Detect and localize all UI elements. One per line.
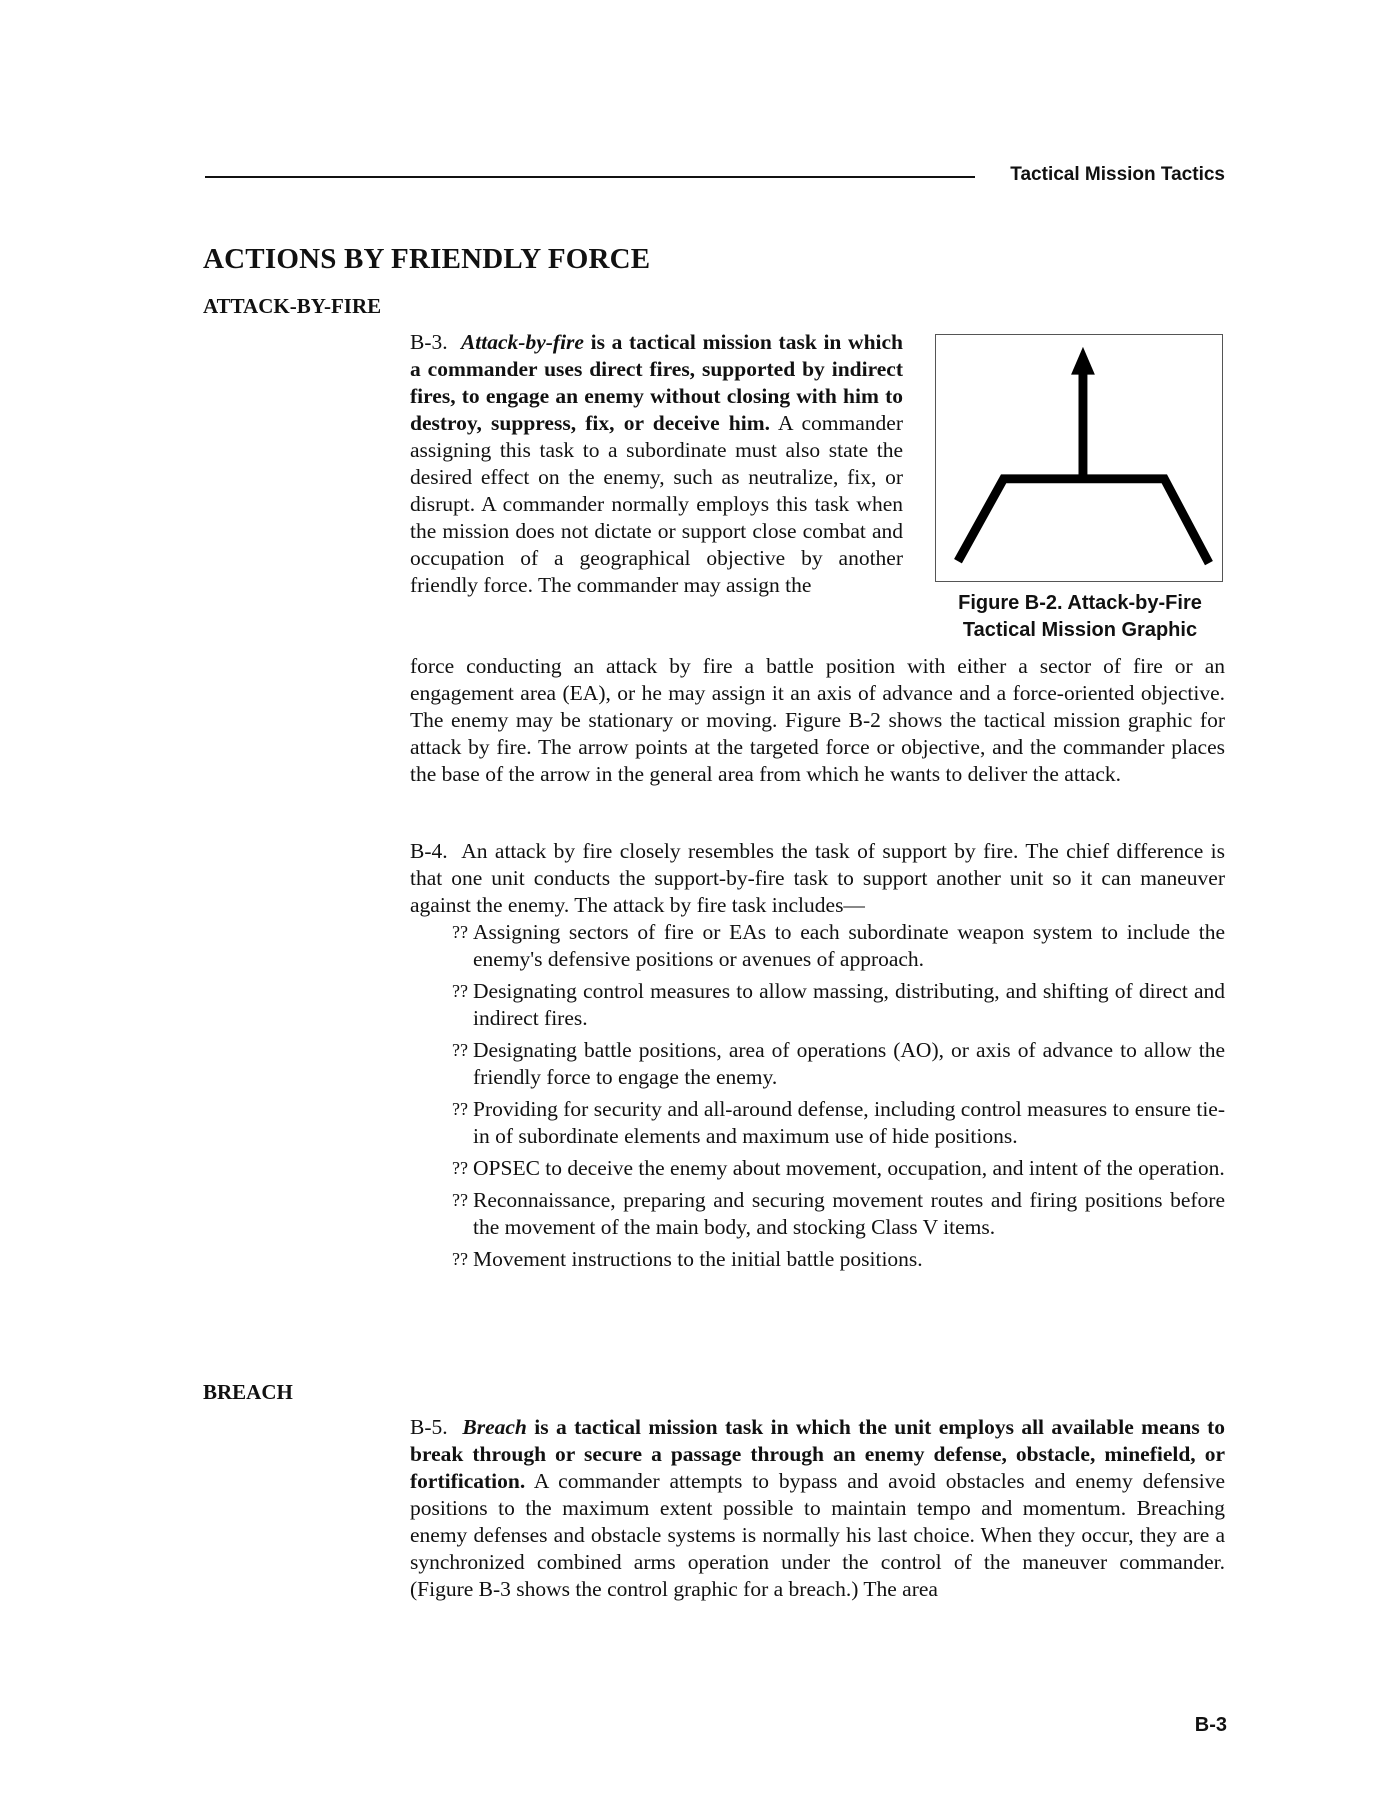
bullet-mark: ?? (452, 1099, 468, 1119)
subsection-title-breach: BREACH (203, 1380, 293, 1404)
list-item (410, 1187, 1225, 1241)
list-item (410, 919, 1225, 973)
paragraph-b3-bottom: force conducting an attack by fire a battle position with either a sector of fire or an engagement area (EA), or he may assign it an axis of advance and a force-oriented objective. The enemy may be stationary or moving. Figure B-2 shows the tactical mission graphic for attack by fire. The arrow points at the targeted force or objective, and the commander places the base of the arrow in the general area from which he wants to deliver the attack. (410, 654, 1225, 786)
body-text: A commander attempts to bypass and avoid obstacles and enemy defensive positions to the maximum extent possible to maintain tempo and momentum. Breaching enemy defenses and obstacle systems is normally his last choice. When they occur, they are a synchronized combined arms operation under the control of the maneuver commander. (Figure B-3 shows the control graphic for a breach.) The area (410, 1469, 1225, 1601)
header-rule (205, 176, 975, 178)
defined-term: Breach (462, 1415, 527, 1439)
list-item (410, 1096, 1225, 1150)
list-item-text: Reconnaissance, preparing and securing movement routes and firing positions before the movement of the main body, and stocking Class V items. (473, 1188, 1225, 1239)
definition-text: is a tactical mission task in which a commander uses direct fires, supported by indirect fires, to engage an enemy without closing with him to destroy, suppress, fix, or deceive him. (410, 330, 903, 435)
list-item (410, 1155, 1225, 1182)
definition-text: is a tactical mission task in which the unit employs all available means to break through or secure a passage through an enemy defense, obstacle, minefield, or fortification. (410, 1415, 1225, 1493)
list-item-text: Providing for security and all-around defense, including control measures to ensure tie-in of subordinate elements and maximum use of hide positions. (473, 1097, 1225, 1148)
figure-caption-line2: Tactical Mission Graphic (962, 619, 1198, 641)
paragraph-number: B-3. (410, 330, 448, 354)
list-item-text: Designating battle positions, area of operations (AO), or axis of advance to allow the friendly force to engage the enemy. (473, 1038, 1225, 1089)
subsection-title-attack-by-fire: ATTACK-BY-FIRE (203, 294, 382, 318)
list-item-text: Designating control measures to allow massing, distributing, and shifting of direct and indirect fires. (473, 979, 1225, 1030)
body-text: An attack by fire closely resembles the task of support by fire. The chief difference is that one unit conducts the support-by-fire task to support another unit so it can maneuver against the enemy. The attack by fire task includes— (410, 839, 1225, 917)
list-item (410, 1037, 1225, 1091)
body-text: A commander assigning this task to a subordinate must also state the desired effect on the enemy, such as neutralize, fix, or disrupt. A commander normally employs this task when the mission does not dictate or support close combat and occupation of a geographical objective by another friendly force. The commander may assign the (410, 411, 903, 597)
task-list (410, 919, 1225, 1278)
bullet-mark: ?? (452, 922, 468, 942)
running-title: Tactical Mission Tactics (1010, 164, 1225, 185)
list-item (410, 1246, 1225, 1273)
paragraph-b4 (410, 838, 1225, 919)
attack-by-fire-graphic-icon (936, 335, 1222, 581)
bullet-mark: ?? (452, 1190, 468, 1210)
list-item-text: Movement instructions to the initial battle positions. (473, 1247, 923, 1271)
bullet-mark: ?? (452, 1158, 468, 1178)
paragraph-number: B-4. (410, 839, 448, 863)
bullet-mark: ?? (452, 1249, 468, 1269)
bullet-mark: ?? (452, 981, 468, 1001)
bullet-mark: ?? (452, 1040, 468, 1060)
figure-caption-line1: Figure B-2. Attack-by-Fire (958, 592, 1202, 614)
defined-term: Attack-by-fire (460, 330, 584, 354)
paragraph-b3-top (410, 329, 903, 599)
paragraph-number: B-5. (410, 1415, 448, 1439)
figure-caption (930, 590, 1230, 644)
list-item-text: Assigning sectors of fire or EAs to each subordinate weapon system to include the enemy's defensive positions or avenues of approach. (473, 920, 1225, 971)
section-title: ACTIONS BY FRIENDLY FORCE (203, 243, 651, 275)
page-number: B-3 (1194, 1714, 1227, 1736)
list-item (410, 978, 1225, 1032)
figure-b2 (935, 334, 1223, 582)
list-item-text: OPSEC to deceive the enemy about movement, occupation, and intent of the operation. (473, 1156, 1225, 1180)
paragraph-b5 (410, 1414, 1225, 1603)
